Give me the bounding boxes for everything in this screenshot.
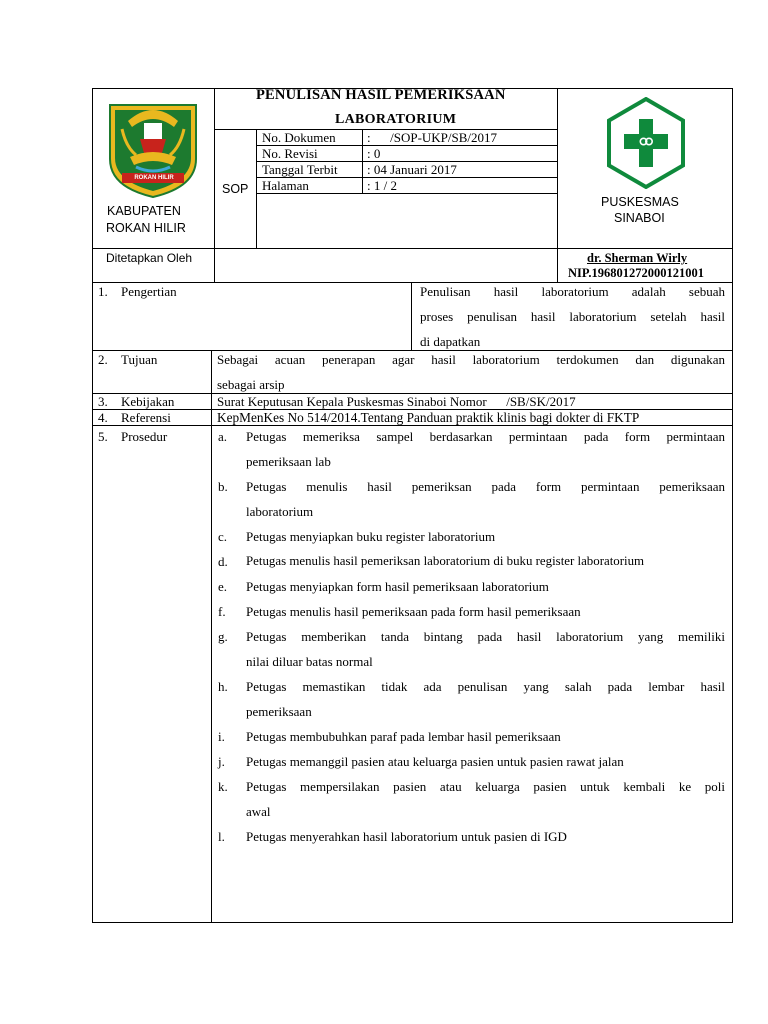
section-label-tujuan: Tujuan (121, 352, 158, 367)
section-number: 5. (98, 429, 108, 444)
ditetapkan-label: Ditetapkan Oleh (106, 251, 193, 265)
meta-value-tanggal-terbit: : 04 Januari 2017 (367, 162, 457, 177)
step-text-line1: Petugas menulis hasil pemeriksaan pada form hasil pemeriksaan (246, 604, 581, 619)
step-text-line1: Petugas mempersilakan pasien atau keluarga pasien untuk kembali ke poli (246, 779, 725, 794)
document-title-line1: PENULISAN HASIL PEMERIKSAAN (256, 87, 506, 103)
section-number: 3. (98, 394, 108, 409)
meta-label-no-dokumen: No. Dokumen (262, 130, 336, 145)
step-letter: l. (218, 829, 225, 844)
step-letter: b. (218, 479, 228, 494)
section-label-kebijakan: Kebijakan (121, 394, 175, 409)
regency-logo (106, 101, 200, 199)
step-letter: f. (218, 604, 226, 619)
step-text-line2: pemeriksaan lab (246, 454, 331, 469)
step-letter: h. (218, 679, 228, 694)
section-label-prosedur: Prosedur (121, 429, 168, 444)
puskesmas-name-line2: SINABOI (614, 211, 665, 225)
document-title-line2: LABORATORIUM (335, 112, 457, 127)
step-text-line2: awal (246, 804, 271, 819)
step-text-line1: Petugas memberikan tanda bintang pada hasil laboratorium yang memiliki (246, 629, 725, 644)
step-text-line1: Petugas menulis hasil pemeriksan pada form permintaan pemeriksaan (246, 479, 725, 494)
step-text-line1: Petugas menyiapkan form hasil pemeriksaan laboratorium (246, 579, 549, 594)
step-letter: d. (218, 554, 228, 569)
meta-value-halaman: : 1 / 2 (367, 178, 397, 193)
step-text-line1: Petugas menyerahkan hasil laboratorium untuk pasien di IGD (246, 829, 567, 844)
referensi-text: KepMenKes No 514/2014.Tentang Panduan praktik klinis bagi dokter di FKTP (217, 410, 640, 425)
puskesmas-name-line1: PUSKESMAS (601, 195, 679, 209)
step-letter: e. (218, 579, 228, 594)
pengertian-text-line2: proses penulisan hasil laboratorium setelah hasil (420, 309, 725, 324)
step-text-line2: laboratorium (246, 504, 314, 519)
meta-value-no-revisi: : 0 (367, 146, 381, 161)
signer-name: dr. Sherman Wirly (587, 251, 688, 265)
sop-label: SOP (222, 182, 249, 196)
pengertian-text-line3: di dapatkan (420, 334, 481, 349)
step-text-line1: Petugas menulis hasil pemeriksan laboratorium di buku register laboratorium (246, 554, 645, 568)
kebijakan-text: Surat Keputusan Kepala Puskesmas Sinaboi Nomor /SB/SK/2017 (217, 394, 576, 409)
step-text-line1: Petugas memastikan tidak ada penulisan yang salah pada lembar hasil (246, 679, 725, 694)
step-text-line1: Petugas memeriksa sampel berdasarkan permintaan pada form permintaan (246, 429, 725, 444)
pengertian-text-line1: Penulisan hasil laboratorium adalah sebuah (420, 284, 725, 299)
step-text-line1: Petugas membubuhkan paraf pada lembar hasil pemeriksaan (246, 729, 561, 744)
step-letter: j. (218, 754, 225, 769)
regency-name-line2: ROKAN HILIR (106, 221, 186, 235)
signer-nip: NIP.196801272000121001 (568, 266, 705, 280)
step-text-line2: pemeriksaan (246, 704, 312, 719)
step-text-line2: nilai diluar batas normal (246, 654, 373, 669)
meta-label-halaman: Halaman (262, 178, 309, 193)
meta-label-no-revisi: No. Revisi (262, 146, 318, 161)
step-letter: k. (218, 779, 228, 794)
step-letter: i. (218, 729, 225, 744)
step-letter: c. (218, 529, 228, 544)
regency-name-line1: KABUPATEN (107, 204, 181, 218)
section-number: 4. (98, 410, 108, 425)
section-label-pengertian: Pengertian (121, 284, 177, 299)
meta-label-tanggal-terbit: Tanggal Terbit (262, 162, 338, 177)
section-number: 2. (98, 352, 108, 367)
step-text-line1: Petugas memanggil pasien atau keluarga pasien untuk pasien rawat jalan (246, 754, 624, 769)
puskesmas-logo (606, 97, 686, 189)
tujuan-text-line1: Sebagai acuan penerapan agar hasil laboratorium terdokumen dan digunakan (217, 352, 725, 367)
section-label-referensi: Referensi (121, 410, 171, 425)
tujuan-text-line2: sebagai arsip (217, 377, 285, 392)
step-letter: g. (218, 629, 228, 644)
meta-value-no-dokumen: : /SOP-UKP/SB/2017 (367, 130, 498, 145)
section-number: 1. (98, 284, 108, 299)
regency-logo-text: ROKAN HILIR (134, 175, 174, 181)
step-text-line1: Petugas menyiapkan buku register laboratorium (246, 529, 496, 544)
step-letter: a. (218, 429, 228, 444)
